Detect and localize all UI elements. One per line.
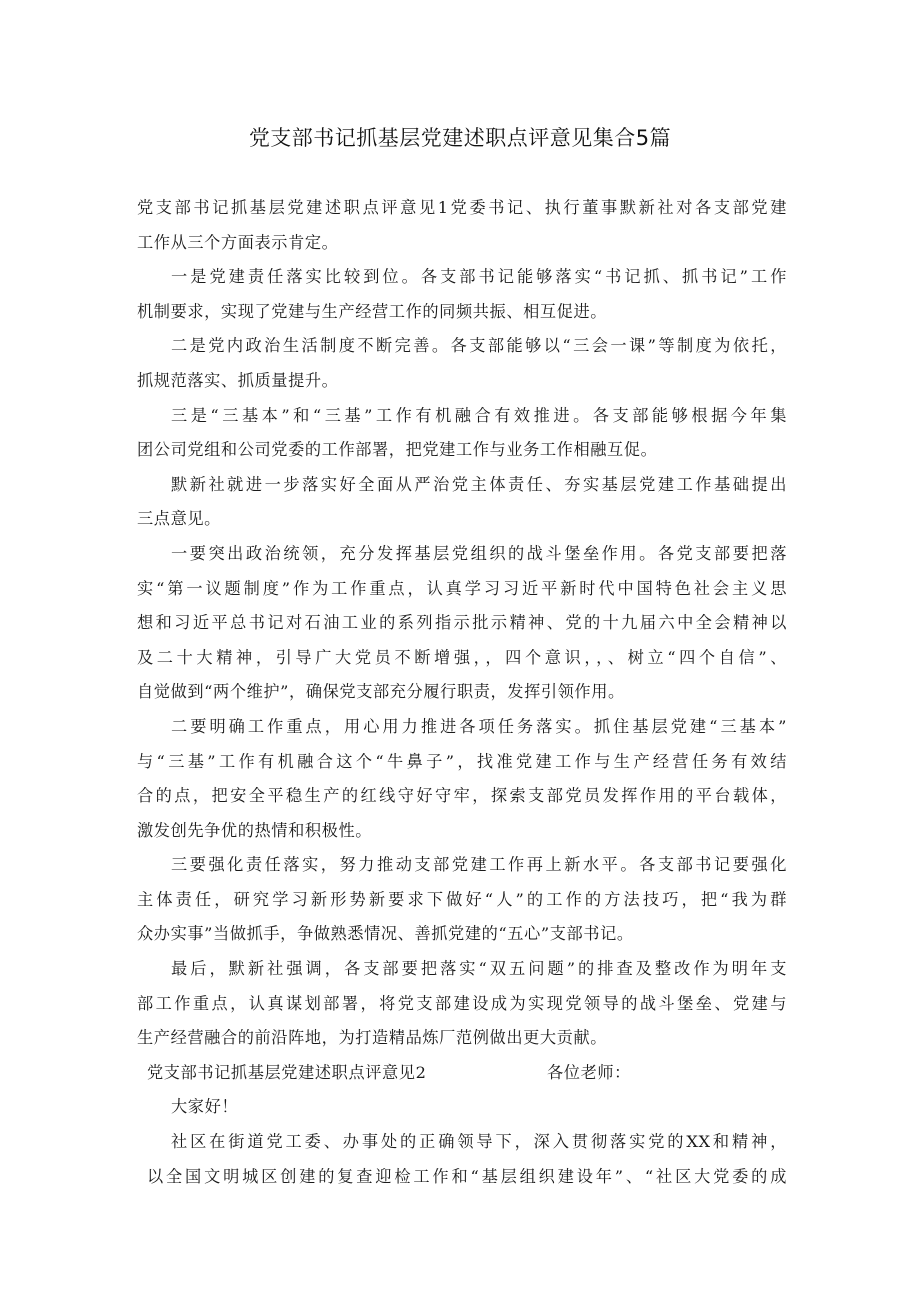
text-line: 最后，默新社强调，各支部要把落实“双五问题”的排查及整改作为明年支 (171, 959, 787, 979)
text-line: 激发创先争优的热情和积极性。 (137, 820, 373, 840)
text-line: 部工作重点，认真谋划部署，将党支部建设成为实现党领导的战斗堡垒、党建与 (137, 993, 787, 1013)
text-line: 一要突出政治统领，充分发挥基层党组织的战斗堡垒作用。各党支部要把落 (171, 543, 787, 563)
text-line: 生产经营融合的前沿阵地，为打造精品炼厂范例做出更大贡献。 (137, 1028, 608, 1048)
text-line: 与“三基”工作有机融合这个“牛鼻子”，找准党建工作与生产经营任务有效结 (137, 751, 787, 771)
document-body (137, 191, 787, 1194)
text-line: 自觉做到“两个维护”，确保党支部充分履行职责，发挥引领作用。 (137, 682, 625, 702)
section-heading-2-salutation: 各位老师： (547, 1062, 631, 1082)
text-line: 默新社就进一步落实好全面从严治党主体责任、夯实基层党建工作基础提出 (171, 474, 787, 494)
text-line: 工作从三个方面表示肯定。 (137, 232, 339, 252)
text-line: 二要明确工作重点，用心用力推进各项任务落实。抓住基层党建“三基本” (171, 716, 787, 736)
text-line: 三要强化责任落实，努力推动支部党建工作再上新水平。各支部书记要强化 (171, 855, 787, 875)
text-line: 想和习近平总书记对石油工业的系列指示批示精神、党的十九届六中全会精神以 (137, 613, 787, 633)
text-line: 社区在街道党工委、办事处的正确领导下，深入贯彻落实党的XX和精神， (171, 1132, 787, 1152)
text-line: 一是党建责任落实比较到位。各支部书记能够落实“书记抓、抓书记”工作 (171, 267, 787, 287)
section-heading-2 (137, 1056, 787, 1091)
text-line: 实“第一议题制度”作为工作重点，认真学习习近平新时代中国特色社会主义思 (137, 578, 787, 598)
text-line: 及二十大精神，引导广大党员不断增强，，四个意识，，、树立“四个自信”、 (137, 647, 787, 667)
text-line: 党支部书记抓基层党建述职点评意见1党委书记、执行董事默新社对各支部党建 (137, 198, 787, 217)
text-line: 团公司党组和公司党委的工作部署，把党建工作与业务工作相融互促。 (137, 440, 658, 460)
text-line: 三是“三基本”和“三基”工作有机融合有效推进。各支部能够根据今年集 (171, 405, 787, 425)
text-line: 机制要求，实现了党建与生产经营工作的同频共振、相互促进。 (137, 301, 608, 321)
text-line: 主体责任，研究学习新形势新要求下做好“人”的工作的方法技巧，把“我为群 (137, 889, 787, 909)
text-line: 以全国文明城区创建的复查迎检工作和“基层组织建设年”、“社区大党委的成 (147, 1166, 787, 1186)
text-line: 抓规范落实、抓质量提升。 (137, 370, 339, 390)
text-line: 二是党内政治生活制度不断完善。各支部能够以“三会一课”等制度为依托， (171, 336, 787, 356)
text-line: 三点意见。 (137, 509, 221, 529)
greeting-line: 大家好！ (171, 1097, 239, 1117)
section-heading-2-title: 党支部书记抓基层党建述职点评意见2 (147, 1062, 427, 1082)
document-title: 党支部书记抓基层党建述职点评意见集合5篇 (248, 126, 672, 150)
text-line: 合的点，把安全平稳生产的红线守好守牢，探索支部党员发挥作用的平台载体， (137, 786, 787, 806)
text-line: 众办实事”当做抓手，争做熟悉情况、善抓党建的“五心”支部书记。 (137, 924, 634, 944)
